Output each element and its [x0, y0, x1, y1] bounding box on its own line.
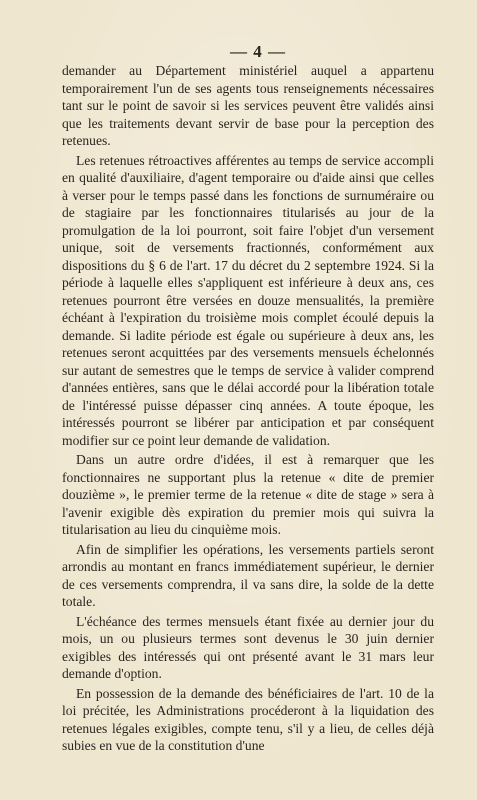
paragraph-retroactive-retentions: Les retenues rétroactives afférentes au temps de service accompli en qualité d'auxiliaire, d'agent temporaire ou d'aide ainsi que celles à verser pour le temps passé dans les fonctions de surnuméraire ou de stagiaire par les fonctionnaires titularisés au jour de la promulgation de la loi pourront, soit faire l'objet d'un versement unique, soit de versements fractionnés, conformément aux dispositions du § 6 de l'art. 17 du décret du 2 septembre 1924. Si la période à laquelle elles s'appliquent est inférieure à deux ans, ces retenues pourront être versées en douze mensualités, la première échéant à l'expiration du troisième mois complet écoulé depuis la demande. Si ladite période est égale ou supérieure à deux ans, les retenues seront acquittées par des versements mensuels échelonnés sur autant de semestres que le temps de service à valider comprend d'années entières, sans que le délai accordé pour la libération totale de l'intéressé puisse dépasser cinq années. A toute époque, les intéressés pourront se libérer par anticipation et par conséquent modifier sur ce point leur demande de validation.: [62, 152, 434, 448]
page-number: — 4 —: [230, 42, 286, 61]
paragraph-simplification: Afin de simplifier les opérations, les versements partiels seront arrondis au montant en francs immédiatement supérieur, le dernier de ces versements comprendra, il va sans dire, la solde de la dette totale.: [62, 541, 434, 609]
body-text: [62, 62, 434, 757]
paragraph-liquidation: En possession de la demande des bénéficiaires de l'art. 10 de la loi précitée, les Administrations procéderont à la liquidation des retenues légales exigibles, compte tenu, s'il y a lieu, de celles déjà subies en vue de la constitution d'une: [62, 685, 434, 753]
paragraph-continuation: demander au Département ministériel auquel a appartenu temporairement l'un de ses agents tous renseignements nécessaires tant sur le point de savoir si les services peuvent être validés ainsi que les traitements devant servir de base pour la perception des retenues.: [62, 63, 434, 148]
paragraph-first-twelfth: Dans un autre ordre d'idées, il est à remarquer que les fonctionnaires ne supportant plus la retenue « dite de premier douzième », le premier terme de la retenue « dite de stage » sera à l'avenir exigible dès expiration du premier mois qui suivra la titularisation au lieu du cinquième mois.: [62, 452, 434, 537]
paragraph-monthly-terms: L'échéance des termes mensuels étant fixée au dernier jour du mois, un ou plusieurs termes sont devenus le 30 juin dernier exigibles des intéressés qui ont présenté avant le 31 mars leur demande d'option.: [62, 613, 434, 681]
